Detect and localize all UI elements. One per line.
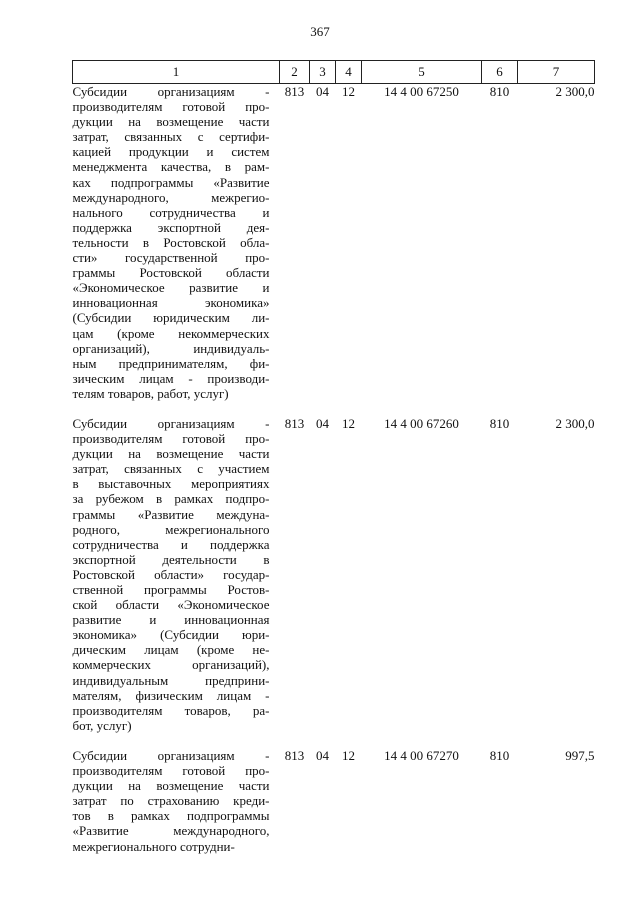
column-header: 3 [310, 61, 336, 84]
description-line: международного, межрегио- [72, 189, 270, 205]
description-line: межрегионального сотрудни- [72, 838, 235, 854]
table-row [73, 416, 595, 733]
description-line: ках подпрограммы «Развитие [72, 174, 270, 190]
description-line: производителям готовой про- [72, 763, 270, 779]
ministry-code: 813 [284, 747, 305, 763]
description-line: нального сотрудничества и [72, 204, 270, 220]
expense-type-code: 810 [489, 747, 510, 763]
column-header: 7 [518, 61, 595, 84]
description-line: мателям, физическим лицам - [72, 687, 270, 703]
amount-value: 2 300,0 [555, 84, 595, 99]
table-header-row [73, 61, 595, 84]
description-line: ственной программы Ростов- [72, 582, 270, 597]
description-line: Субсидии организациям - [72, 84, 270, 99]
description-line: (Субсидии юридическим ли- [72, 310, 270, 326]
description-line: менеджмента качества, в рам- [72, 159, 270, 175]
description-line: индивидуальным предприни- [72, 672, 270, 688]
table-row [73, 748, 595, 854]
description-line: тов в рамках подпрограммы [72, 808, 270, 824]
description-line: кацией продукции и систем [72, 144, 270, 160]
column-header: 1 [73, 61, 280, 84]
ministry-code: 813 [284, 84, 305, 99]
description-line: дукции на возмещение части [72, 778, 270, 794]
description-line: ской области «Экономическое [72, 597, 270, 613]
description-line: сти» государственной про- [72, 250, 270, 266]
ministry-code: 813 [284, 415, 305, 431]
description-line: дукции на возмещение части [72, 446, 270, 462]
column-header: 2 [280, 61, 310, 84]
description-line: бот, услуг) [72, 717, 132, 733]
budget-table [72, 60, 595, 854]
description-line: производителям готовой про- [72, 431, 270, 447]
description-line: граммы «Развитие междуна- [72, 506, 270, 522]
row-description [73, 416, 280, 733]
subsection-code: 12 [342, 415, 355, 431]
description-line: затрат по страхованию креди- [72, 793, 270, 809]
description-line: цам (кроме некоммерческих [72, 325, 270, 341]
description-line: ным предпринимателям, фи- [72, 355, 270, 371]
description-line: сотрудничества и поддержка [72, 536, 270, 552]
description-line: затрат, связанных с сертифи- [72, 129, 270, 145]
subsection-code: 12 [342, 84, 355, 99]
expense-type-code: 810 [489, 84, 510, 99]
amount-value: 997,5 [565, 747, 595, 763]
amount-value: 2 300,0 [555, 415, 595, 431]
table-row [73, 84, 595, 401]
description-line: экономика» (Субсидии юри- [72, 627, 270, 643]
section-code: 04 [316, 84, 329, 99]
target-article-code: 14 4 00 67270 [384, 747, 459, 763]
description-line: телям товаров, работ, услуг) [72, 385, 229, 401]
description-line: инновационная экономика» [72, 295, 270, 311]
description-line: коммерческих организаций), [72, 657, 270, 673]
row-spacer-cell [73, 733, 595, 748]
row-spacer [73, 733, 595, 748]
row-spacer-cell [73, 401, 595, 416]
description-line: Ростовской области» государ- [72, 566, 270, 582]
description-line: Субсидии организациям - [72, 415, 270, 431]
target-article-code: 14 4 00 67260 [384, 415, 459, 431]
description-line: родного, межрегионального [72, 521, 270, 537]
target-article-code: 14 4 00 67250 [384, 84, 459, 99]
column-header: 5 [362, 61, 482, 84]
subsection-code: 12 [342, 747, 355, 763]
page-number: 367 [310, 24, 330, 39]
description-line: организаций), индивидуаль- [72, 340, 270, 356]
description-line: дическим лицам (кроме не- [72, 642, 270, 658]
row-description [73, 84, 280, 401]
description-line: «Развитие международного, [72, 823, 270, 839]
description-line: Субсидии организациям - [72, 747, 270, 763]
description-line: граммы Ростовской области [72, 265, 270, 281]
column-header: 6 [482, 61, 518, 84]
description-line: зическим лицам - производи- [72, 370, 270, 386]
description-line: дукции на возмещение части [72, 114, 270, 130]
expense-type-code: 810 [489, 415, 510, 431]
section-code: 04 [316, 747, 329, 763]
description-line: за рубежом в рамках подпро- [72, 491, 270, 507]
description-line: поддержка экспортной дея- [72, 219, 270, 235]
description-line: экспортной деятельности в [72, 551, 270, 567]
description-line: «Экономическое развитие и [72, 280, 270, 296]
description-line: затрат, связанных с участием [72, 461, 270, 477]
row-description [73, 748, 280, 854]
description-line: развитие и инновационная [72, 612, 270, 628]
description-line: производителям готовой про- [72, 99, 270, 115]
description-line: тельности в Ростовской обла- [72, 234, 270, 250]
description-line: производителям товаров, ра- [72, 702, 270, 718]
description-line: в выставочных мероприятиях [72, 476, 270, 492]
column-header: 4 [336, 61, 362, 84]
table-body [73, 84, 595, 854]
row-spacer [73, 401, 595, 416]
section-code: 04 [316, 415, 329, 431]
